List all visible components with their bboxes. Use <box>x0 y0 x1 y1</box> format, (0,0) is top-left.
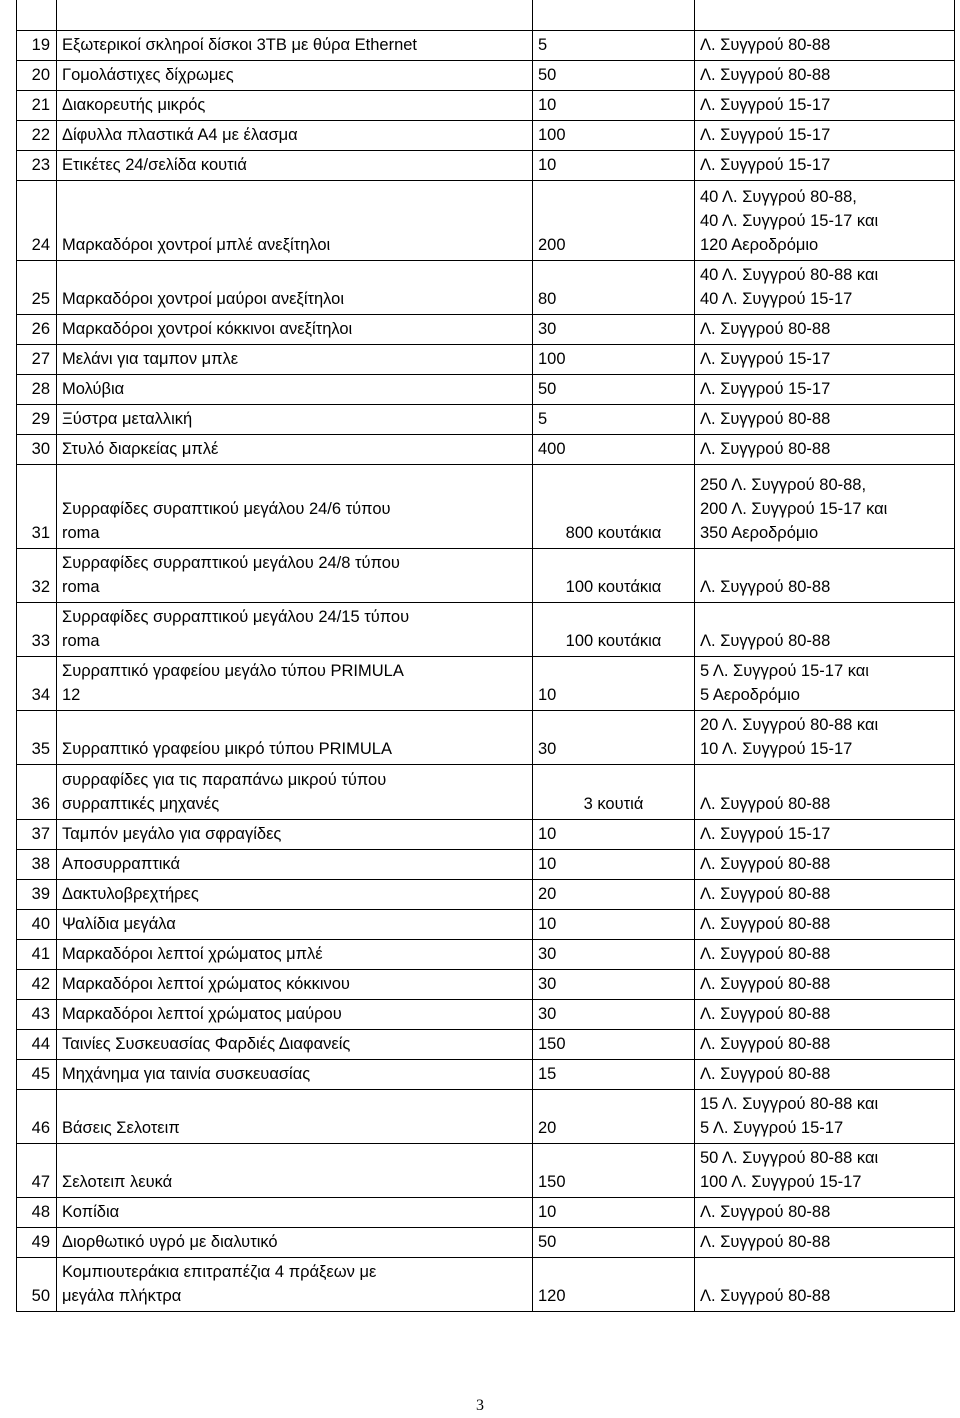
item-description: Ξύστρα μεταλλική <box>57 404 533 434</box>
delivery-location: Λ. Συγγρού 80-88 <box>695 1227 955 1257</box>
item-description: Κοπίδια <box>57 1197 533 1227</box>
table-row <box>17 314 955 344</box>
item-quantity: 15 <box>533 1059 695 1089</box>
item-number: 49 <box>17 1227 57 1257</box>
item-number: 47 <box>17 1143 57 1197</box>
delivery-location: Λ. Συγγρού 80-88 <box>695 434 955 464</box>
item-quantity: 80 <box>533 260 695 314</box>
item-quantity: 150 <box>533 1143 695 1197</box>
delivery-location: Λ. Συγγρού 80-88 <box>695 849 955 879</box>
item-number: 19 <box>17 30 57 60</box>
table-row <box>17 30 955 60</box>
item-quantity: 50 <box>533 60 695 90</box>
table-row <box>17 180 955 260</box>
item-number: 22 <box>17 120 57 150</box>
item-number: 31 <box>17 464 57 548</box>
item-description: Μαρκαδόροι λεπτοί χρώματος κόκκινου <box>57 969 533 999</box>
item-number: 28 <box>17 374 57 404</box>
item-description: Ταινίες Συσκευασίας Φαρδιές Διαφανείς <box>57 1029 533 1059</box>
item-quantity: 5 <box>533 404 695 434</box>
delivery-location: Λ. Συγγρού 80-88 <box>695 314 955 344</box>
item-quantity: 100 κουτάκια <box>533 548 695 602</box>
table-row <box>17 909 955 939</box>
table-row <box>17 879 955 909</box>
item-description: συρραφίδες για τις παραπάνω μικρού τύπου συρραπτικές μηχανές <box>57 764 533 819</box>
item-number: 46 <box>17 1089 57 1143</box>
supplies-table-body <box>17 0 955 1311</box>
item-quantity: 120 <box>533 1257 695 1311</box>
item-description: Βάσεις Σελοτειπ <box>57 1089 533 1143</box>
delivery-location: 40 Λ. Συγγρού 80-88 και 40 Λ. Συγγρού 15-17 <box>695 260 955 314</box>
item-description: Μολύβια <box>57 374 533 404</box>
table-row <box>17 404 955 434</box>
item-quantity: 10 <box>533 90 695 120</box>
item-quantity: 30 <box>533 999 695 1029</box>
delivery-location: Λ. Συγγρού 15-17 <box>695 120 955 150</box>
table-row <box>17 1143 955 1197</box>
delivery-location: Λ. Συγγρού 15-17 <box>695 374 955 404</box>
item-number: 42 <box>17 969 57 999</box>
delivery-location: Λ. Συγγρού 80-88 <box>695 1059 955 1089</box>
table-row <box>17 374 955 404</box>
table-row <box>17 602 955 656</box>
delivery-location: Λ. Συγγρού 15-17 <box>695 819 955 849</box>
item-number: 23 <box>17 150 57 180</box>
table-row <box>17 849 955 879</box>
table-row <box>17 939 955 969</box>
page-number: 3 <box>476 1397 484 1414</box>
table-row <box>17 1257 955 1311</box>
table-row <box>17 1197 955 1227</box>
item-quantity: 800 κουτάκια <box>533 464 695 548</box>
item-number: 43 <box>17 999 57 1029</box>
table-row <box>17 1089 955 1143</box>
delivery-location: 40 Λ. Συγγρού 80-88, 40 Λ. Συγγρού 15-17 και 120 Αεροδρόμιο <box>695 180 955 260</box>
item-number: 30 <box>17 434 57 464</box>
item-quantity: 20 <box>533 879 695 909</box>
item-description: Συρραφίδες συρραπτικού μεγάλου 24/15 τύπου roma <box>57 602 533 656</box>
delivery-location: Λ. Συγγρού 80-88 <box>695 1257 955 1311</box>
table-row <box>17 464 955 548</box>
item-number: 41 <box>17 939 57 969</box>
item-description: Γομολάστιχες δίχρωμες <box>57 60 533 90</box>
delivery-location: 5 Λ. Συγγρού 15-17 και 5 Αεροδρόμιο <box>695 656 955 710</box>
delivery-location: Λ. Συγγρού 80-88 <box>695 939 955 969</box>
delivery-location: 250 Λ. Συγγρού 80-88, 200 Λ. Συγγρού 15-17 και 350 Αεροδρόμιο <box>695 464 955 548</box>
table-row <box>17 1059 955 1089</box>
item-quantity: 100 κουτάκια <box>533 602 695 656</box>
item-number: 44 <box>17 1029 57 1059</box>
item-number: 48 <box>17 1197 57 1227</box>
table-row <box>17 969 955 999</box>
item-number: 45 <box>17 1059 57 1089</box>
item-description: Αποσυρραπτικά <box>57 849 533 879</box>
delivery-location: Λ. Συγγρού 80-88 <box>695 969 955 999</box>
item-number: 38 <box>17 849 57 879</box>
item-description: Σελοτειπ λευκά <box>57 1143 533 1197</box>
delivery-location: 50 Λ. Συγγρού 80-88 και 100 Λ. Συγγρού 15-17 <box>695 1143 955 1197</box>
item-number: 21 <box>17 90 57 120</box>
spacer-cell <box>695 0 955 30</box>
item-description: Διορθωτικό υγρό με διαλυτικό <box>57 1227 533 1257</box>
item-description: Δίφυλλα πλαστικά Α4 με έλασμα <box>57 120 533 150</box>
table-row <box>17 819 955 849</box>
item-quantity: 30 <box>533 314 695 344</box>
table-row <box>17 434 955 464</box>
table-row <box>17 1227 955 1257</box>
item-description: Μαρκαδόροι χοντροί μπλέ ανεξίτηλοι <box>57 180 533 260</box>
item-quantity: 50 <box>533 1227 695 1257</box>
delivery-location: 20 Λ. Συγγρού 80-88 και 10 Λ. Συγγρού 15-17 <box>695 710 955 764</box>
delivery-location: Λ. Συγγρού 80-88 <box>695 60 955 90</box>
item-quantity: 100 <box>533 120 695 150</box>
table-row <box>17 344 955 374</box>
delivery-location: Λ. Συγγρού 15-17 <box>695 344 955 374</box>
table-top-spacer <box>17 0 955 30</box>
item-description: Μαρκαδόροι λεπτοί χρώματος μαύρου <box>57 999 533 1029</box>
item-number: 25 <box>17 260 57 314</box>
item-description: Συρραπτικό γραφείου μεγάλο τύπου PRIMULA 12 <box>57 656 533 710</box>
supplies-table <box>16 0 955 1312</box>
item-quantity: 150 <box>533 1029 695 1059</box>
table-row <box>17 60 955 90</box>
item-description: Εξωτερικοί σκληροί δίσκοι 3ΤΒ με θύρα Ethernet <box>57 30 533 60</box>
table-row <box>17 710 955 764</box>
item-description: Μαρκαδόροι χοντροί κόκκινοι ανεξίτηλοι <box>57 314 533 344</box>
delivery-location: Λ. Συγγρού 80-88 <box>695 764 955 819</box>
item-quantity: 10 <box>533 1197 695 1227</box>
delivery-location: Λ. Συγγρού 80-88 <box>695 879 955 909</box>
item-number: 29 <box>17 404 57 434</box>
item-number: 20 <box>17 60 57 90</box>
item-quantity: 30 <box>533 969 695 999</box>
delivery-location: Λ. Συγγρού 80-88 <box>695 602 955 656</box>
item-description: Μελάνι για ταμπον μπλε <box>57 344 533 374</box>
item-description: Δακτυλοβρεχτήρες <box>57 879 533 909</box>
item-quantity: 30 <box>533 939 695 969</box>
item-quantity: 3 κουτιά <box>533 764 695 819</box>
delivery-location: Λ. Συγγρού 80-88 <box>695 999 955 1029</box>
item-description: Συρραφίδες συρραπτικού μεγάλου 24/8 τύπου roma <box>57 548 533 602</box>
item-description: Ετικέτες 24/σελίδα κουτιά <box>57 150 533 180</box>
table-row <box>17 764 955 819</box>
item-number: 35 <box>17 710 57 764</box>
item-quantity: 10 <box>533 909 695 939</box>
delivery-location: Λ. Συγγρού 15-17 <box>695 150 955 180</box>
item-number: 37 <box>17 819 57 849</box>
item-quantity: 10 <box>533 849 695 879</box>
item-quantity: 200 <box>533 180 695 260</box>
delivery-location: Λ. Συγγρού 80-88 <box>695 30 955 60</box>
item-description: Κομπιουτεράκια επιτραπέζια 4 πράξεων με μεγάλα πλήκτρα <box>57 1257 533 1311</box>
item-number: 34 <box>17 656 57 710</box>
spacer-cell <box>17 0 57 30</box>
delivery-location: Λ. Συγγρού 80-88 <box>695 1029 955 1059</box>
table-row <box>17 90 955 120</box>
item-number: 39 <box>17 879 57 909</box>
table-row <box>17 150 955 180</box>
item-quantity: 10 <box>533 656 695 710</box>
item-quantity: 10 <box>533 819 695 849</box>
item-description: Στυλό διαρκείας μπλέ <box>57 434 533 464</box>
spacer-cell <box>533 0 695 30</box>
table-row <box>17 260 955 314</box>
item-quantity: 400 <box>533 434 695 464</box>
table-row <box>17 548 955 602</box>
item-number: 27 <box>17 344 57 374</box>
item-number: 26 <box>17 314 57 344</box>
item-number: 40 <box>17 909 57 939</box>
item-description: Συρραπτικό γραφείου μικρό τύπου PRIMULA <box>57 710 533 764</box>
delivery-location: Λ. Συγγρού 80-88 <box>695 1197 955 1227</box>
item-number: 50 <box>17 1257 57 1311</box>
item-quantity: 20 <box>533 1089 695 1143</box>
item-number: 24 <box>17 180 57 260</box>
item-quantity: 50 <box>533 374 695 404</box>
delivery-location: Λ. Συγγρού 80-88 <box>695 909 955 939</box>
item-quantity: 5 <box>533 30 695 60</box>
item-description: Ταμπόν μεγάλο για σφραγίδες <box>57 819 533 849</box>
item-number: 32 <box>17 548 57 602</box>
item-number: 33 <box>17 602 57 656</box>
item-quantity: 100 <box>533 344 695 374</box>
table-row <box>17 120 955 150</box>
item-quantity: 30 <box>533 710 695 764</box>
table-row <box>17 656 955 710</box>
item-description: Συρραφίδες συραπτικού μεγάλου 24/6 τύπου roma <box>57 464 533 548</box>
item-description: Ψαλίδια μεγάλα <box>57 909 533 939</box>
item-number: 36 <box>17 764 57 819</box>
item-quantity: 10 <box>533 150 695 180</box>
table-row <box>17 1029 955 1059</box>
item-description: Διακορευτής μικρός <box>57 90 533 120</box>
delivery-location: 15 Λ. Συγγρού 80-88 και 5 Λ. Συγγρού 15-17 <box>695 1089 955 1143</box>
spacer-cell <box>57 0 533 30</box>
item-description: Μηχάνημα για ταινία συσκευασίας <box>57 1059 533 1089</box>
table-row <box>17 999 955 1029</box>
delivery-location: Λ. Συγγρού 80-88 <box>695 548 955 602</box>
delivery-location: Λ. Συγγρού 80-88 <box>695 404 955 434</box>
item-description: Μαρκαδόροι λεπτοί χρώματος μπλέ <box>57 939 533 969</box>
delivery-location: Λ. Συγγρού 15-17 <box>695 90 955 120</box>
item-description: Μαρκαδόροι χοντροί μαύροι ανεξίτηλοι <box>57 260 533 314</box>
